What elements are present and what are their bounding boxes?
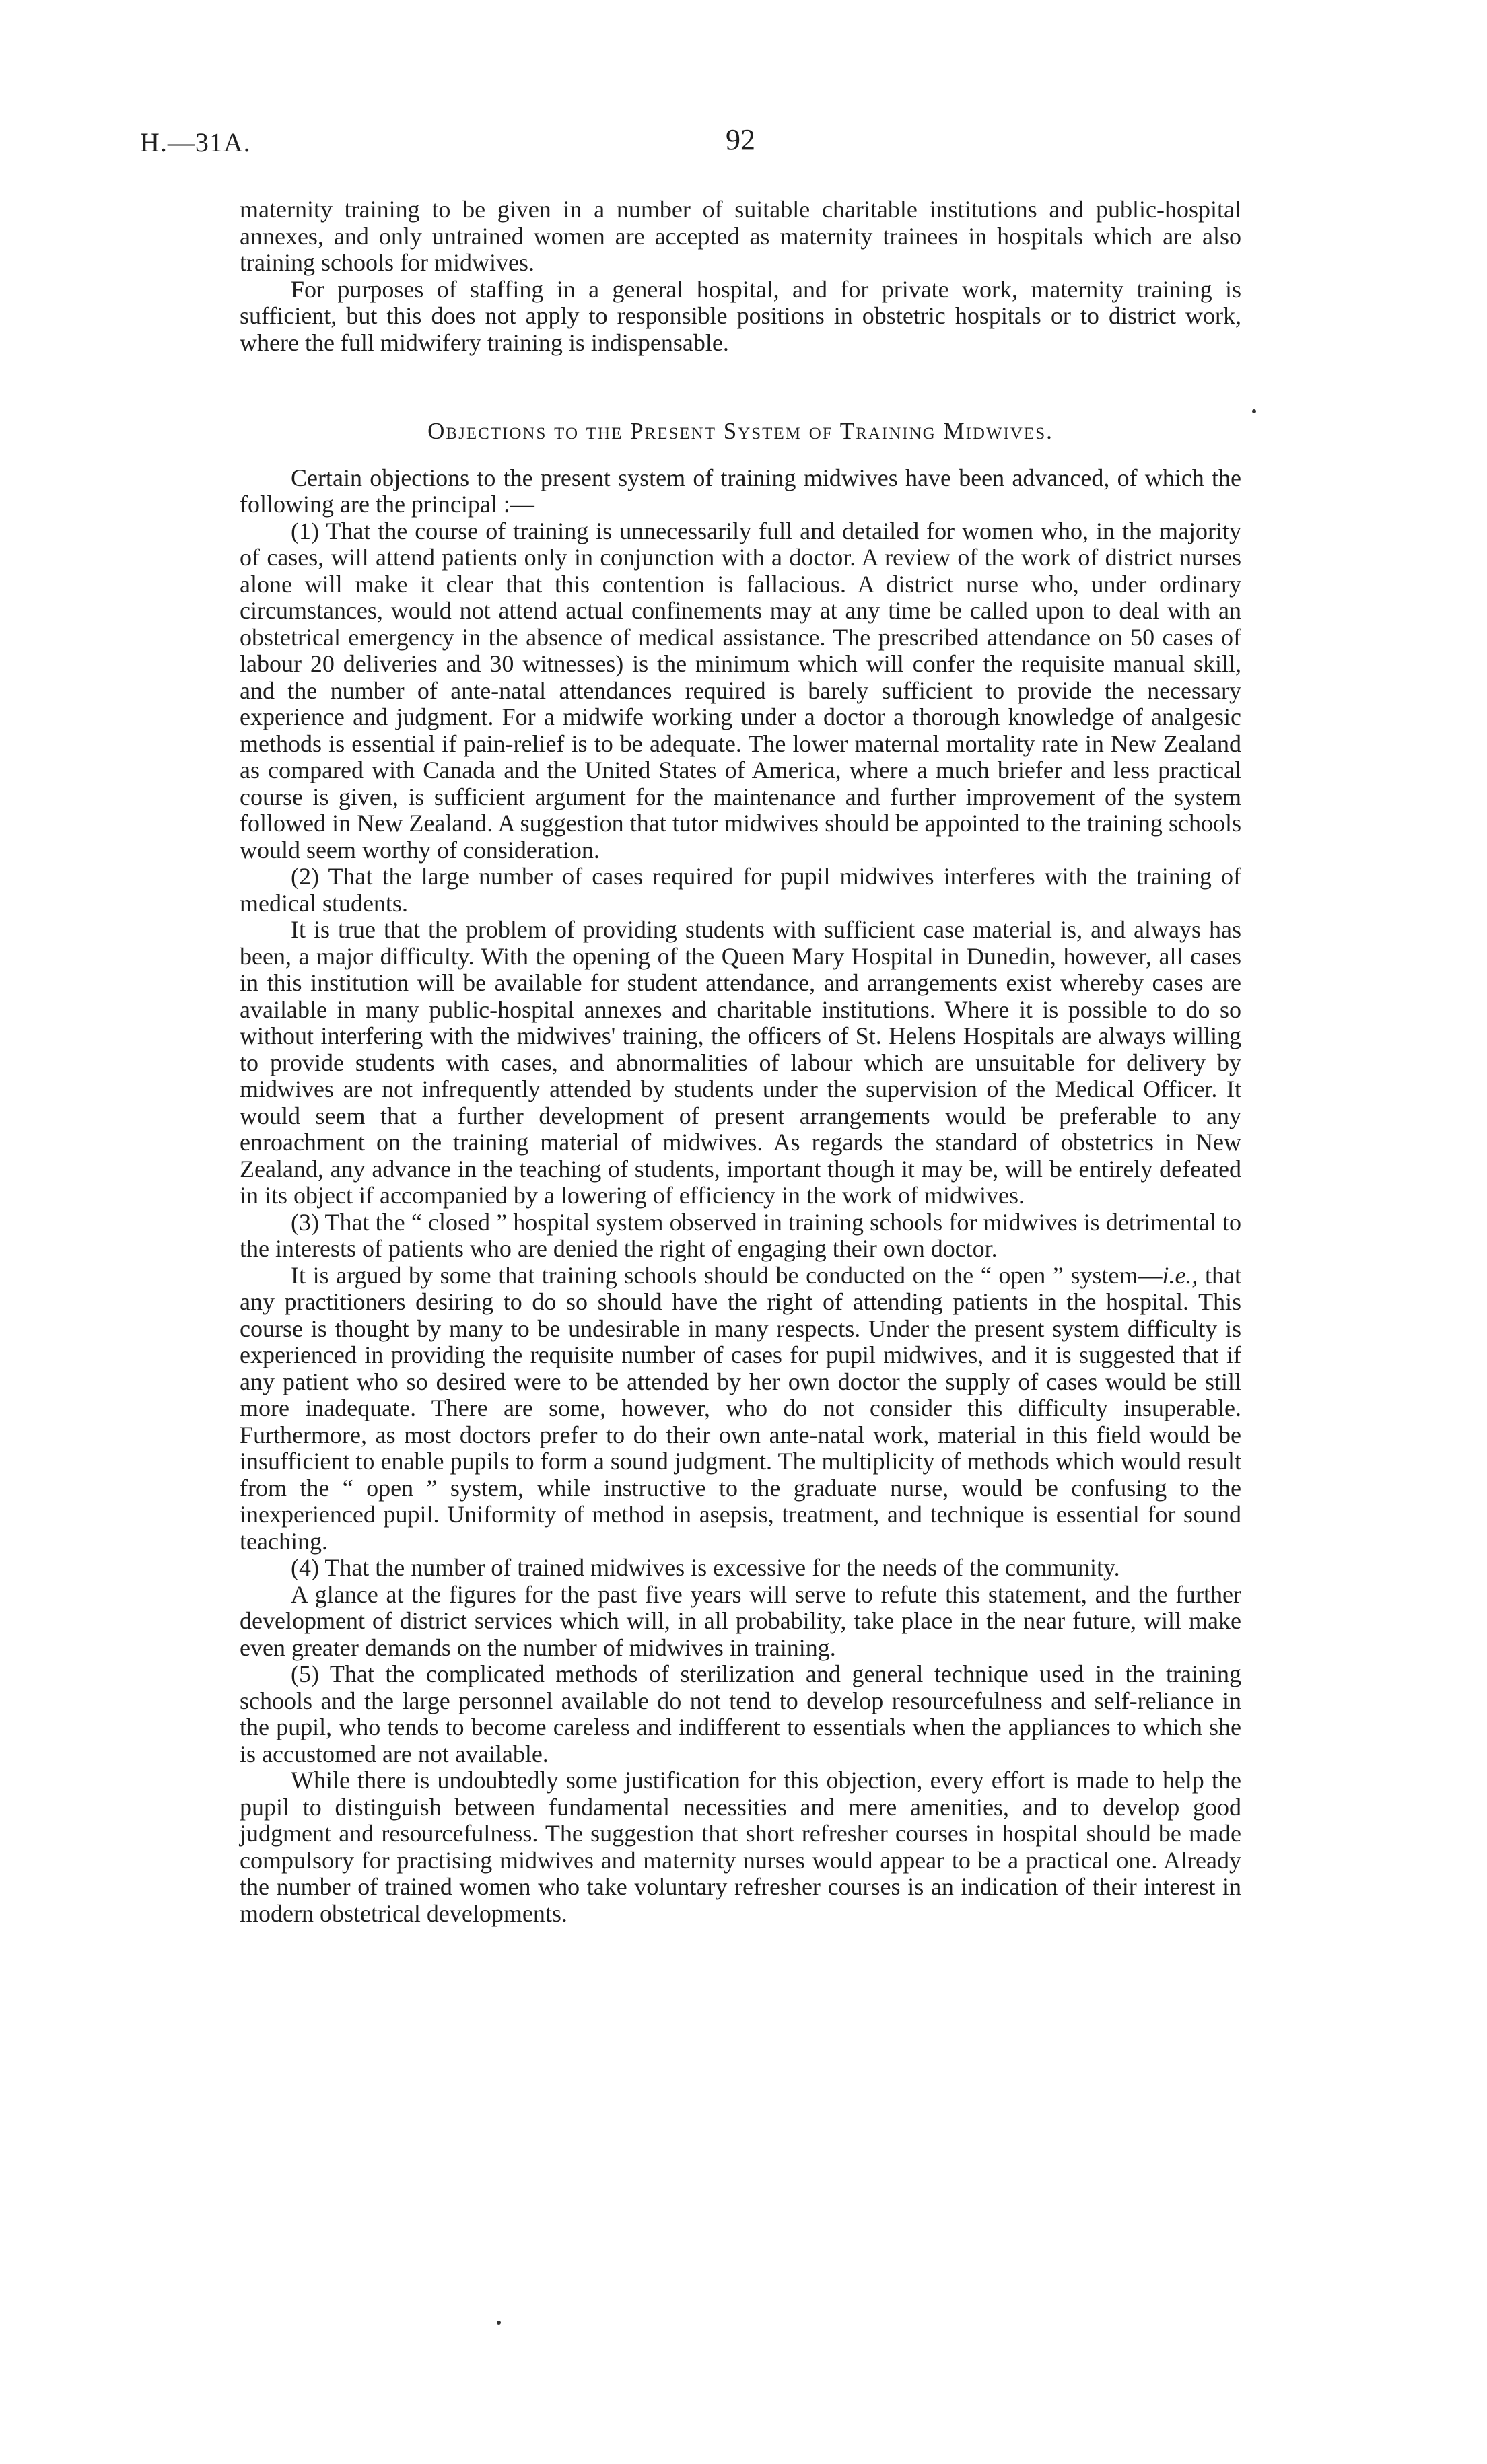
objection-1: (1) That the course of training is unnecessarily full and detailed for women who, in the majority of cases, will attend patients only in conjunction with a doctor. A review of the work of district nurses alone will make it clear that this contention is fallacious. A district nurse who, under ordinary circumstances, would not attend actual confinements may at any time be called upon to deal with an obstetrical emergency in the absence of medical assistance. The prescribed attendance on 50 cases of labour 20 deliveries and 30 witnesses) is the minimum which will confer the requisite manual skill, and the number of ante-natal attendances required is barely sufficient to provide the necessary experience and judgment. For a midwife working under a doctor a thorough knowledge of analgesic methods is essential if pain-relief is to be adequate. The lower maternal mortality rate in New Zealand as compared with Canada and the United States of America, where a much briefer and less practical course is given, is sufficient argument for the maintenance and further improvement of the system followed in New Zealand. A suggestion that tutor midwives should be appointed to the training schools would seem worthy of consideration. xyxy=(240,517,1241,864)
text-run: It is argued by some that training schools should be conducted on the “ open ” system— xyxy=(291,1261,1163,1289)
body-text xyxy=(240,197,1241,1927)
paragraph: For purposes of staffing in a general hospital, and for private work, maternity training is sufficient, but this does not apply to responsible positions in obstetric hospitals or to district work, where the full midwifery training is indispensable. xyxy=(240,275,1241,356)
paragraph: Certain objections to the present system of training midwives have been advanced, of which the following are the principal :— xyxy=(240,464,1241,518)
printing-speck xyxy=(497,2321,501,2325)
page-number: 92 xyxy=(726,123,755,156)
text-run-italic: i.e., xyxy=(1162,1261,1198,1289)
objection-2: (2) That the large number of cases required for pupil midwives interferes with the training of medical students. xyxy=(240,863,1241,917)
paragraph: It is true that the problem of providing students with sufficient case material is, and always has been, a major difficulty. With the opening of the Queen Mary Hospital in Dunedin, however, all cases in this institution will be available for student attendance, and arrangements exist whereby cases are available in many public-hospital annexes and charitable institutions. Where it is possible to do so without interfering with the midwives' training, the officers of St. Helens Hospitals are always willing to provide students with cases, and abnormalities of labour which are unsuitable for delivery by midwives are not infrequently attended by students under the supervision of the Medical Officer. It would seem that a further development of present arrangements would be preferable to any enroachment on the training material of midwives. As regards the standard of obstetrics in New Zealand, any advance in the teaching of students, important though it may be, will be entirely defeated in its object if accompanied by a lowering of efficiency in the work of midwives. xyxy=(240,916,1241,1209)
paragraph: While there is undoubtedly some justification for this objection, every effort is made to help the pupil to distinguish between fundamental necessities and mere amenities, and to develop good judgment and resourcefulness. The suggestion that short refresher courses in hospital should be made compulsory for practising midwives and maternity nurses would appear to be a practical one. Already the number of trained women who take voluntary refresher courses is an indication of their interest in modern obstetrical developments. xyxy=(240,1767,1241,1927)
text-run: that any practitioners desiring to do so should have the right of attending patients in the hospital. This course is thought by many to be undesirable in many respects. Under the present system difficulty is experienced in providing the requisite number of cases for pupil midwives, and it is suggested that if any patient who so desired were to be attended by her own doctor the supply of cases would be still more inadequate. There are some, however, who do not consider this difficulty insuperable. Furthermore, as most doctors prefer to do their own ante-natal work, material in this field would be insufficient to enable pupils to form a sound judgment. The multiplicity of methods which would result from the “ open ” system, while instructive to the graduate nurse, would be confusing to the inexperienced pupil. Uniformity of method in asepsis, treatment, and technique is essential for sound teaching. xyxy=(240,1261,1242,1555)
paragraph xyxy=(240,1263,1241,1555)
section-heading: Objections to the Present System of Training Midwives. xyxy=(427,418,1053,444)
objection-4: (4) That the number of trained midwives is excessive for the needs of the community. xyxy=(291,1554,1120,1581)
document-reference: H.—31A. xyxy=(140,127,251,157)
paragraph: A glance at the figures for the past five years will serve to refute this statement, and the further development of district services which will, in all probability, take place in the near future, will make even greater demands on the number of midwives in training. xyxy=(240,1580,1241,1661)
objection-5: (5) That the complicated methods of sterilization and general technique used in the training schools and the large personnel available do not tend to develop resourcefulness and self-reliance in the pupil, who tends to become careless and indifferent to essentials when the appliances to which she is accustomed are not available. xyxy=(240,1660,1241,1767)
printing-speck xyxy=(1252,409,1256,413)
objection-3: (3) That the “ closed ” hospital system observed in training schools for midwives is detrimental to the interests of patients who are denied the right of engaging their own doctor. xyxy=(240,1208,1241,1262)
paragraph: maternity training to be given in a number of suitable charitable institutions and public-hospital annexes, and only untrained women are accepted as maternity trainees in hospitals which are also training schools for midwives. xyxy=(240,196,1241,276)
